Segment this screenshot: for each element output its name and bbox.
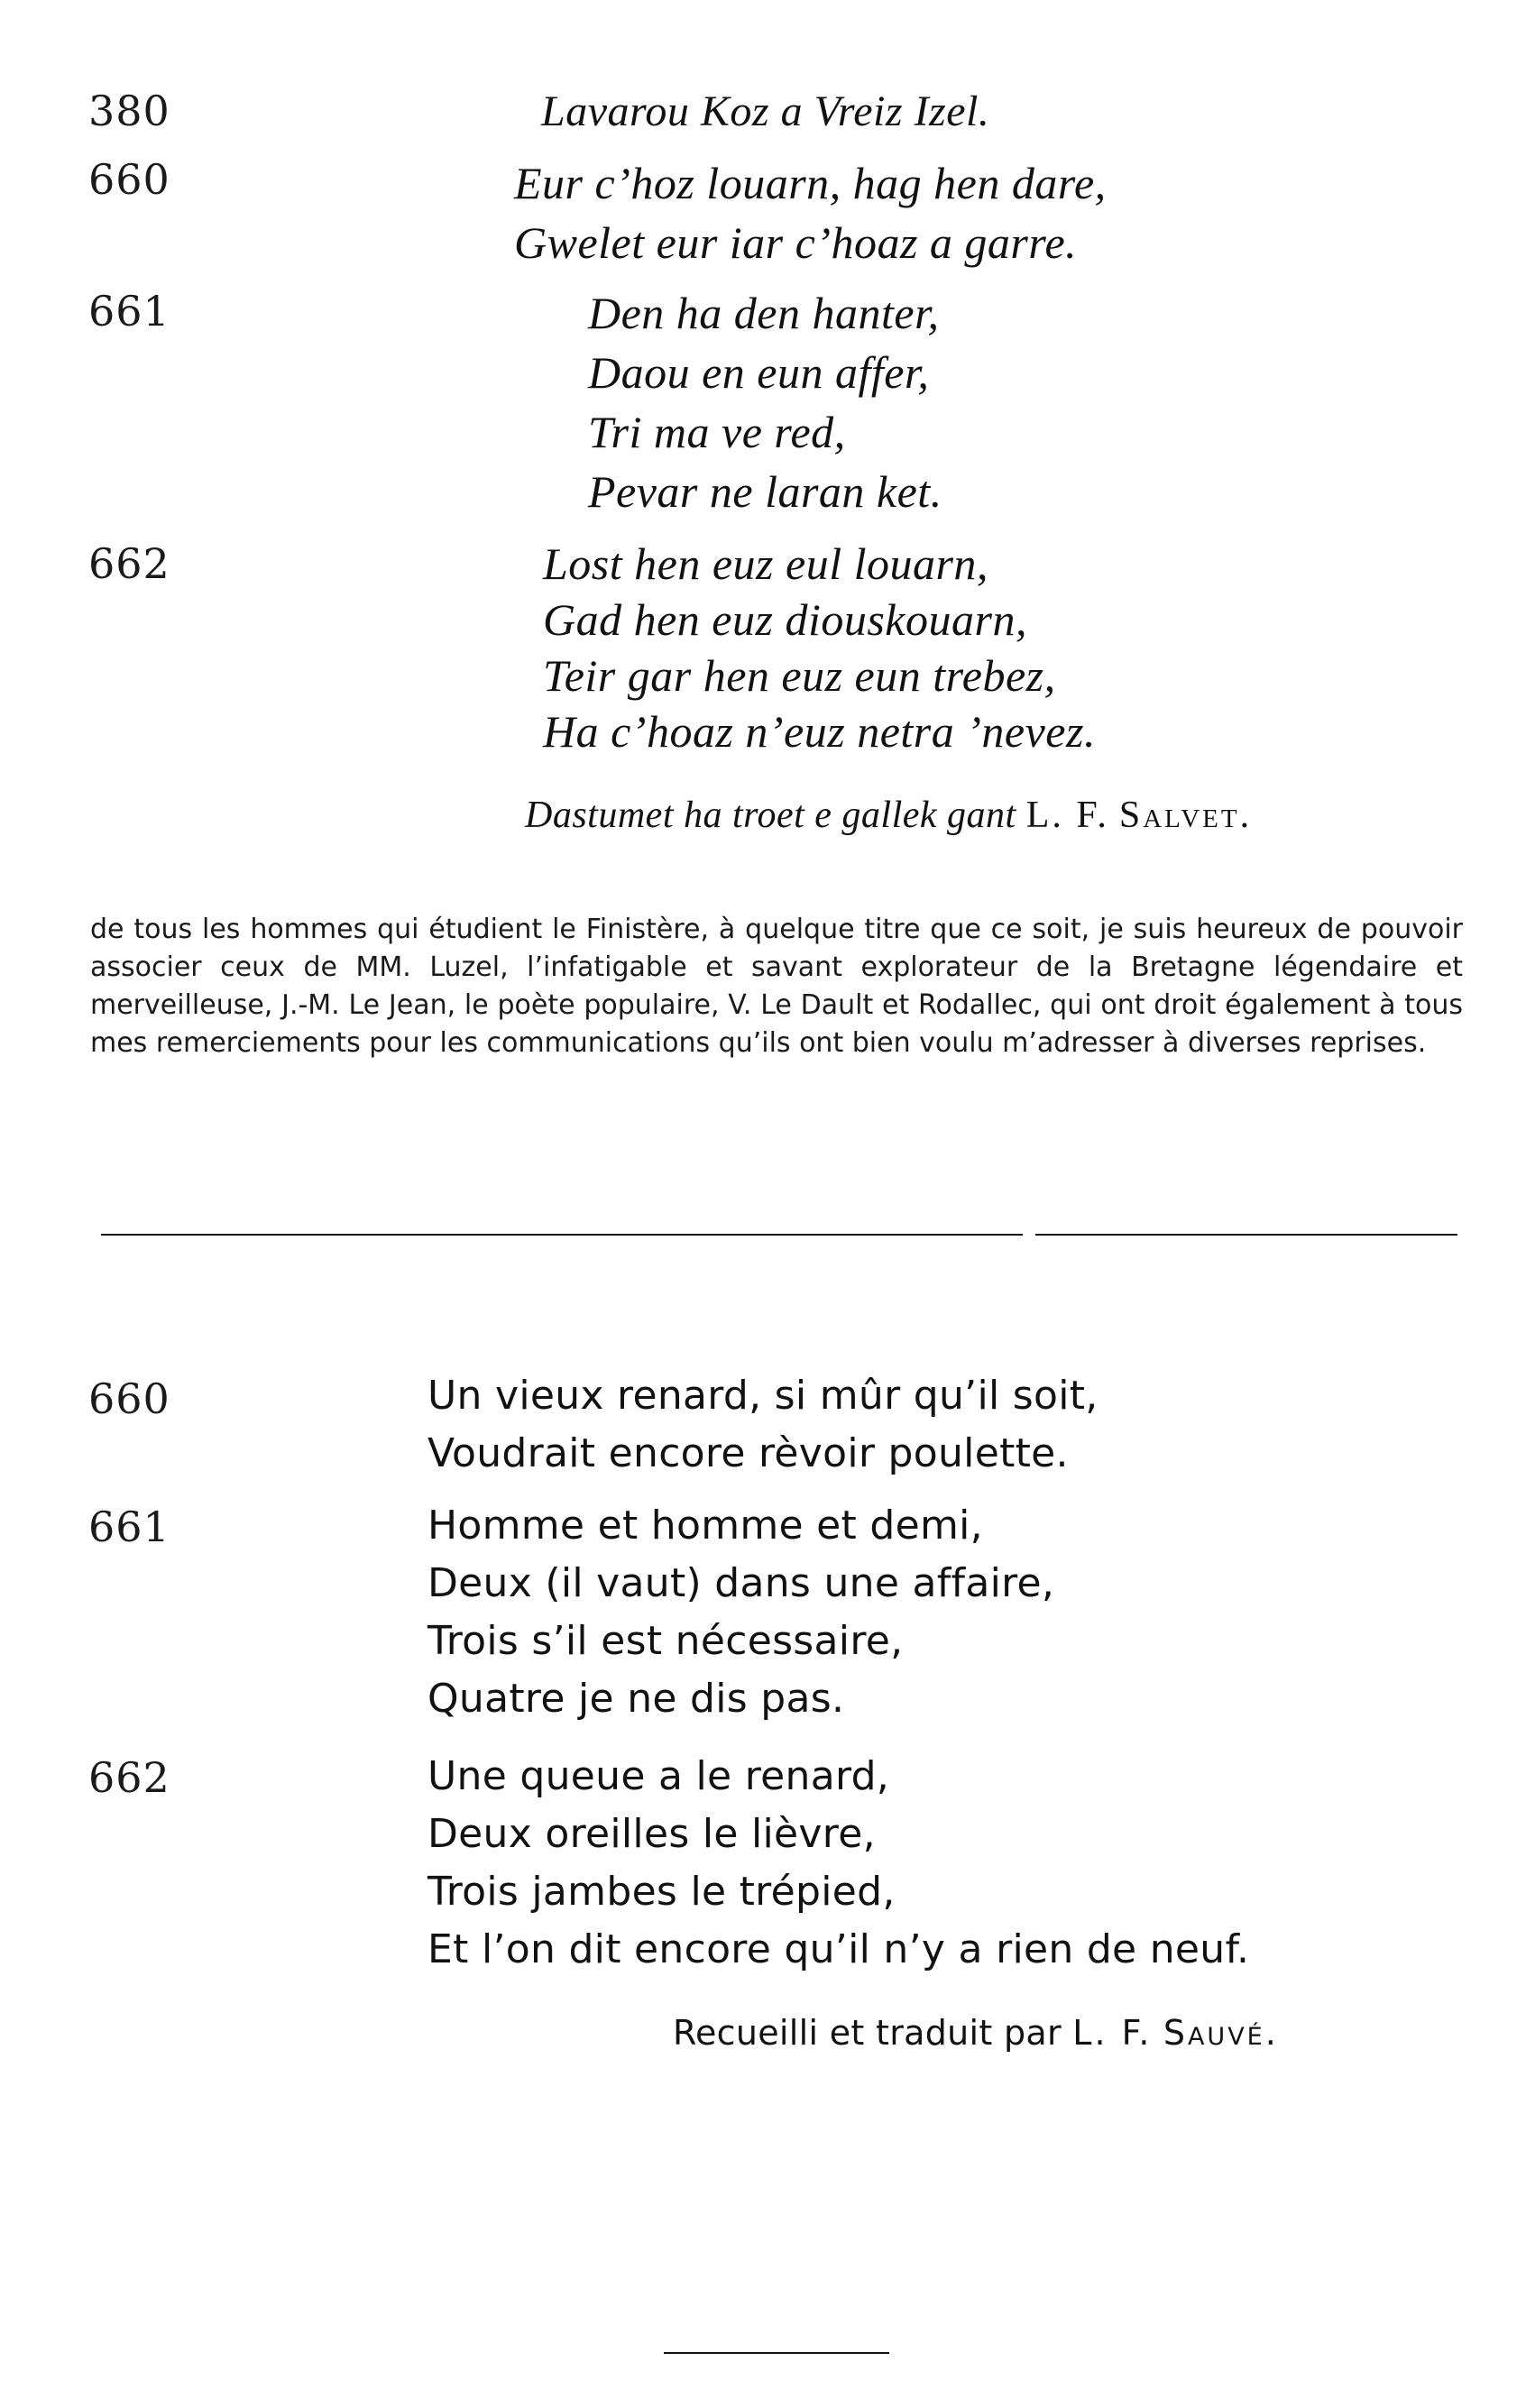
breton-proverb bbox=[514, 153, 1107, 272]
verse-line: Deux (il vaut) dans une affaire, bbox=[427, 1560, 1055, 1606]
page-number: 380 bbox=[88, 87, 170, 135]
breton-proverb-number: 662 bbox=[88, 539, 170, 588]
credit-initials: L. F. bbox=[1072, 2013, 1153, 2053]
verse-line: Trois jambes le trépied, bbox=[427, 1869, 896, 1915]
footnote-text: de tous les hommes qui étudient le Finistère, à quelque titre que ce soit, je suis heureux de pouvoir associer ceux de MM. Luzel, l’infatigable et savant explorateur de la Bretagne légendaire et merveilleuse, J.-M. Le Jean, le poète populaire, V. Le Dault et Rodallec, qui ont droit également à tous mes remerciements pour les communications qu’ils ont bien voulu m’adresser à diverses reprises. bbox=[90, 914, 1463, 1059]
running-head: Lavarou Koz a Vreiz Izel. bbox=[541, 87, 990, 135]
verse-line: Et l’on dit encore qu’il n’y a rien de neuf. bbox=[427, 1926, 1250, 1972]
breton-proverb bbox=[543, 536, 1096, 759]
verse-line: Pevar ne laran ket. bbox=[588, 466, 942, 517]
verse-line: Trois s’il est nécessaire, bbox=[427, 1618, 904, 1664]
breton-credit bbox=[525, 794, 1252, 837]
credit-name: Sauvé. bbox=[1163, 2013, 1279, 2053]
verse-line: Den ha den hanter, bbox=[588, 288, 940, 338]
french-proverb-number: 661 bbox=[88, 1503, 170, 1551]
section-divider bbox=[1035, 1234, 1457, 1236]
verse-line: Gad hen euz diouskouarn, bbox=[543, 594, 1027, 645]
credit-text: Recueilli et traduit par bbox=[673, 2013, 1062, 2053]
footnote bbox=[90, 911, 1463, 1062]
breton-proverb-number: 660 bbox=[88, 155, 170, 204]
verse-line: Homme et homme et demi, bbox=[427, 1503, 983, 1549]
credit-text: Dastumet ha troet e gallek gant bbox=[525, 795, 1016, 836]
verse-line: Quatre je ne dis pas. bbox=[427, 1676, 845, 1722]
verse-line: Gwelet eur iar c’hoaz a garre. bbox=[514, 217, 1078, 268]
french-proverb bbox=[427, 1497, 1054, 1728]
verse-line: Une queue a le renard, bbox=[427, 1753, 890, 1799]
credit-name: Salvet. bbox=[1118, 795, 1253, 836]
verse-line: Ha c’hoaz n’euz netra ’nevez. bbox=[543, 706, 1096, 757]
french-credit bbox=[673, 2013, 1279, 2053]
section-divider bbox=[101, 1234, 1023, 1236]
verse-line: Un vieux renard, si mûr qu’il soit, bbox=[427, 1373, 1099, 1419]
verse-line: Teir gar hen euz eun trebez, bbox=[543, 650, 1056, 701]
breton-proverb bbox=[588, 283, 942, 521]
verse-line: Voudrait encore rèvoir poulette. bbox=[427, 1430, 1069, 1476]
french-proverb-number: 662 bbox=[88, 1753, 170, 1802]
verse-line: Tri ma ve red, bbox=[588, 407, 846, 457]
credit-initials: L. F. bbox=[1025, 795, 1109, 836]
french-proverb bbox=[427, 1367, 1099, 1483]
french-proverb-number: 660 bbox=[88, 1374, 170, 1423]
verse-line: Deux oreilles le lièvre, bbox=[427, 1811, 876, 1857]
closing-divider bbox=[664, 2352, 889, 2354]
verse-line: Daou en eun affer, bbox=[588, 347, 930, 398]
verse-line: Eur c’hoz louarn, hag hen dare, bbox=[514, 158, 1107, 208]
verse-line: Lost hen euz eul louarn, bbox=[543, 538, 988, 589]
french-proverb bbox=[427, 1748, 1249, 1979]
breton-proverb-number: 661 bbox=[88, 287, 170, 335]
